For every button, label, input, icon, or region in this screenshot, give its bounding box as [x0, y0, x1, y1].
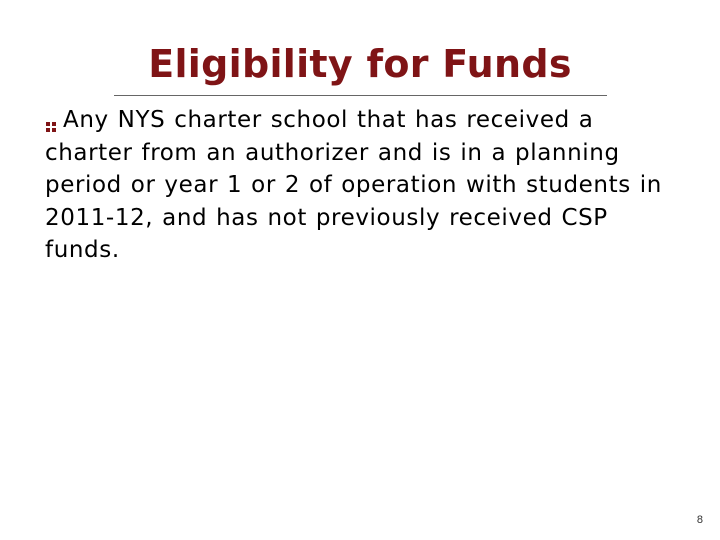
page-number: 8	[696, 514, 703, 526]
bullet-text: Any NYS charter school that has received a charter from an authorizer and is in a planning period or year 1 or 2 of operation with students in 2011-12, and has not previously received CSP funds.	[45, 107, 662, 263]
bullet-item	[45, 104, 685, 267]
title-divider	[114, 95, 607, 96]
slide-title: Eligibility for Funds	[148, 42, 572, 86]
bullet-list	[45, 104, 685, 267]
square-bullet-icon	[45, 112, 59, 126]
